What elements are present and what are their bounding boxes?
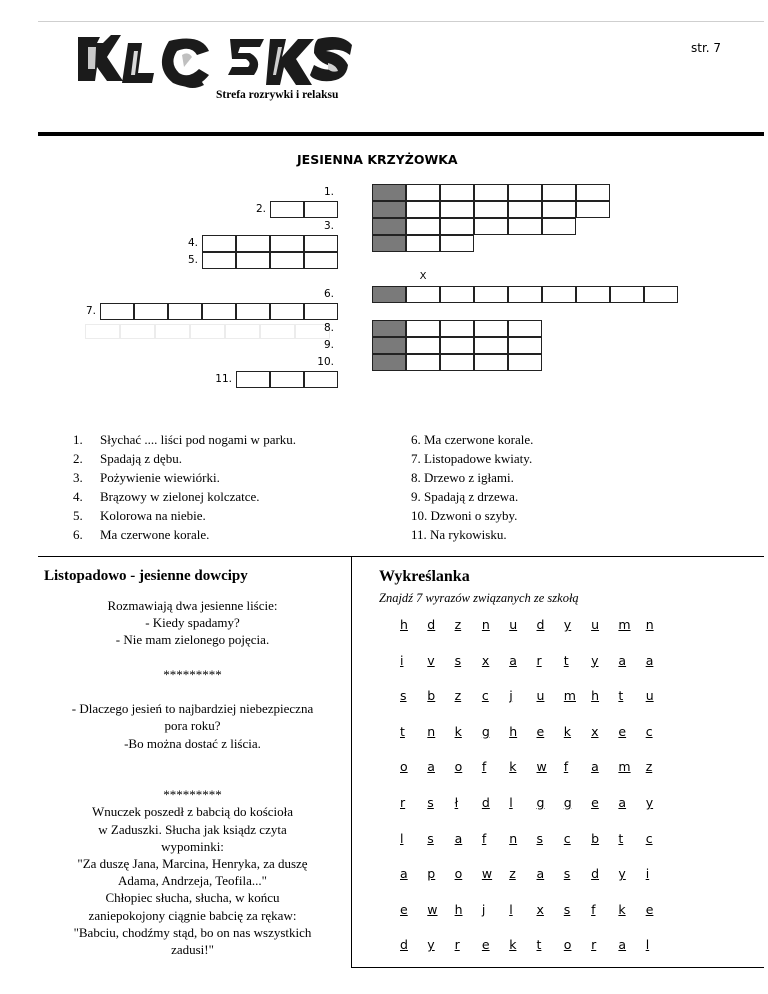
clue-number: 4. — [187, 237, 198, 249]
wordsearch-letter[interactable]: a — [400, 866, 408, 882]
crossword-cell — [406, 337, 440, 354]
clue-number: 8. — [323, 322, 334, 334]
crossword-cell — [270, 201, 304, 218]
crossword-cell — [508, 184, 542, 201]
wordsearch-letter[interactable]: x — [591, 723, 599, 739]
wordsearch-letter[interactable]: r — [454, 937, 460, 953]
wordsearch-letter[interactable]: z — [454, 617, 462, 632]
crossword-cell — [474, 286, 508, 303]
wordsearch-letter[interactable]: o — [454, 866, 463, 882]
wordsearch-letter[interactable]: b — [427, 688, 436, 704]
wordsearch-letter[interactable]: j — [509, 688, 513, 704]
crossword-cell — [542, 218, 576, 235]
wordsearch-letter[interactable]: r — [591, 937, 597, 953]
crossword-cell — [100, 303, 134, 320]
crossword-cell — [202, 235, 236, 252]
wordsearch-letter[interactable]: f — [563, 759, 569, 775]
clue-item: 11. Na rykowisku. — [411, 527, 507, 542]
wordsearch-letter[interactable]: t — [536, 937, 542, 953]
crossword-cell — [440, 218, 474, 235]
clues-right — [411, 430, 533, 544]
crossword-cell — [440, 320, 474, 337]
wordsearch-letter[interactable]: e — [591, 795, 599, 810]
wordsearch-letter[interactable]: l — [509, 795, 513, 810]
clue-number: 10. — [317, 356, 334, 368]
column-divider — [351, 556, 352, 968]
crossword-cell — [168, 303, 202, 320]
crossword-cell — [304, 371, 338, 388]
header-rule — [38, 132, 764, 136]
marker-cell: X — [406, 269, 440, 286]
wordsearch-letter[interactable]: g — [536, 795, 545, 810]
wordsearch-letter[interactable]: j — [481, 901, 486, 917]
jokes-body — [38, 597, 347, 958]
wordsearch-letter[interactable]: g — [481, 723, 490, 739]
wordsearch-letter[interactable]: z — [645, 759, 653, 775]
key-cell — [372, 201, 406, 218]
clue-number: 5. — [187, 254, 198, 266]
wordsearch-letter[interactable]: a — [509, 652, 517, 668]
wordsearch-letter[interactable]: w — [536, 759, 547, 775]
clue-number: 6. — [323, 288, 334, 300]
crossword-cell — [270, 252, 304, 269]
wordsearch-letter[interactable]: u — [509, 617, 518, 632]
clue-item: 6. Ma czerwone korale. — [411, 432, 534, 447]
wordsearch-letter[interactable]: k — [509, 759, 517, 775]
crossword-cell — [236, 371, 270, 388]
crossword-cell — [406, 218, 440, 235]
crossword-cell — [576, 201, 610, 218]
crossword-cell — [508, 337, 542, 354]
joke-line: zadusi!" — [171, 942, 214, 958]
clue-item: 4. Brązowy w zielonej kolczatce. — [73, 489, 260, 504]
joke-line — [38, 752, 347, 769]
joke-line: pora roku? — [164, 718, 221, 734]
clue-number: 3. — [323, 220, 334, 232]
joke-line: Wnuczek poszedł z babcią do kościoła — [91, 804, 294, 820]
wordsearch-letter[interactable]: a — [645, 652, 654, 668]
wordsearch-letter[interactable]: c — [645, 723, 653, 739]
wordsearch-letter[interactable]: ł — [454, 795, 459, 810]
wordsearch-letter[interactable]: n — [481, 617, 490, 632]
joke-line: zaniepokojony ciągnie babcię za rękaw: — [88, 907, 297, 923]
wordsearch-letter[interactable]: y — [591, 652, 599, 668]
crossword-cell — [134, 303, 168, 320]
clue-item: 9. Spadają z drzewa. — [411, 489, 519, 504]
crossword-cell — [304, 235, 338, 252]
joke-line: w Zaduszki. Słucha jak ksiądz czyta — [98, 821, 287, 837]
joke-line: Rozmawiają dwa jesienne liście: — [107, 598, 278, 613]
wordsearch-letter[interactable]: y — [427, 937, 435, 953]
joke-separator: ********* — [163, 787, 222, 803]
crossword-cell — [236, 252, 270, 269]
wordsearch-letter[interactable]: e — [536, 723, 545, 739]
wordsearch-letter[interactable]: m — [563, 688, 576, 704]
wordsearch-letter[interactable]: y — [645, 795, 654, 810]
clue-number: 7. — [85, 305, 96, 317]
wordsearch-letter[interactable]: m — [618, 759, 631, 775]
clue-item: 6. Ma czerwone korale. — [73, 527, 210, 542]
clue-item: 10. Dzwoni o szyby. — [411, 508, 518, 523]
section-divider — [38, 556, 764, 557]
wordsearch-letter[interactable]: d — [591, 866, 600, 882]
joke-line: "Babciu, chodźmy stąd, bo on nas wszystkich — [73, 924, 312, 940]
crossword-cell — [236, 235, 270, 252]
wordsearch-letter[interactable]: s — [536, 830, 544, 846]
crossword-cell — [440, 286, 474, 303]
wordsearch-letter[interactable]: o — [454, 759, 463, 775]
crossword-cell — [270, 303, 304, 320]
wordsearch-letter[interactable]: s — [427, 795, 434, 810]
crossword-cell — [406, 354, 440, 371]
clue-number: 2. — [255, 203, 266, 215]
wordsearch-letter[interactable]: f — [591, 901, 596, 917]
wordsearch-letter[interactable]: c — [563, 830, 571, 846]
crossword-cell — [440, 337, 474, 354]
wordsearch-letter[interactable]: l — [645, 937, 650, 953]
crossword-cell — [440, 354, 474, 371]
crossword-cell — [440, 184, 474, 201]
wordsearch-letter[interactable]: i — [645, 866, 650, 882]
crossword-cell — [304, 252, 338, 269]
crossword-cell — [406, 286, 440, 303]
wordsearch-letter[interactable]: k — [563, 723, 572, 739]
clue-number: 9. — [323, 339, 334, 351]
wordsearch-letter[interactable]: s — [400, 688, 407, 704]
crossword-cell — [406, 201, 440, 218]
wordsearch-letter[interactable]: a — [618, 652, 627, 668]
jokes-title: Listopadowo - jesienne dowcipy — [44, 568, 248, 584]
crossword-cell — [474, 184, 508, 201]
clue-number: 1. — [323, 186, 334, 198]
wordsearch-letter[interactable]: s — [427, 830, 434, 846]
wordsearch-letter[interactable]: o — [400, 759, 408, 775]
crossword-cell — [474, 201, 508, 218]
key-cell — [372, 184, 406, 201]
joke-line: - Dlaczego jesień to najbardziej niebezpieczna — [71, 701, 314, 717]
clue-item: 2. Spadają z dębu. — [73, 451, 182, 466]
crossword-cell — [406, 235, 440, 252]
wordsearch-letter[interactable]: f — [481, 759, 487, 775]
joke-line: Adama, Andrzeja, Teofila..." — [118, 873, 267, 889]
crossword-cell — [236, 303, 270, 320]
wordsearch-letter[interactable]: a — [618, 795, 627, 810]
crossword-cell — [508, 201, 542, 218]
wordsearch-letter[interactable]: d — [536, 617, 545, 632]
wordsearch-letter[interactable]: a — [454, 830, 463, 846]
joke-line: -Bo można dostać z liścia. — [124, 735, 261, 751]
crossword-cell — [406, 184, 440, 201]
wordsearch-letter[interactable]: n — [509, 830, 518, 846]
crossword-cell — [270, 235, 304, 252]
wordsearch-letter[interactable]: a — [591, 759, 599, 775]
wordsearch-letter[interactable]: d — [427, 617, 436, 632]
wordsearch-letter[interactable]: l — [400, 830, 404, 846]
wordsearch-letter[interactable]: i — [400, 652, 404, 668]
wordsearch-letter[interactable]: n — [645, 617, 654, 632]
wordsearch-letter[interactable]: y — [618, 866, 626, 882]
key-cell — [372, 218, 406, 235]
wordsearch-letter[interactable]: e — [618, 723, 627, 739]
wordsearch-letter[interactable]: e — [481, 937, 490, 953]
crossword-cell — [440, 235, 474, 252]
wordsearch-subtitle: Znajdź 7 wyrazów związanych ze szkołą — [379, 591, 579, 605]
wordsearch-letter[interactable]: c — [481, 688, 489, 704]
wordsearch-letter[interactable]: o — [563, 937, 572, 953]
wordsearch-letter[interactable]: s — [563, 901, 571, 917]
wordsearch-letter[interactable]: a — [427, 759, 435, 775]
crossword-cell — [508, 320, 542, 337]
key-cell — [372, 337, 406, 354]
key-cell — [372, 354, 406, 371]
clue-item: 7. Listopadowe kwiaty. — [411, 451, 533, 466]
wordsearch-letter[interactable]: u — [591, 617, 600, 632]
clue-number: 11. — [215, 373, 232, 385]
wordsearch-letter[interactable]: e — [400, 901, 408, 917]
clue-item: 1. Słychać .... liści pod nogami w parku. — [73, 432, 297, 447]
wordsearch-letter[interactable]: k — [618, 901, 626, 917]
tagline: Strefa rozrywki i relaksu — [216, 89, 339, 101]
wordsearch-letter[interactable]: z — [509, 866, 516, 882]
bottom-divider — [351, 967, 764, 968]
crossword-cell — [508, 354, 542, 371]
wordsearch-letter[interactable]: h — [591, 688, 600, 704]
klecks-logo — [70, 33, 360, 88]
crossword-cell — [474, 218, 508, 235]
wordsearch-letter[interactable]: d — [481, 795, 490, 810]
wordsearch-letter[interactable]: d — [400, 937, 408, 953]
wordsearch-letter[interactable]: f — [481, 830, 487, 846]
wordsearch-letter[interactable]: b — [591, 830, 600, 846]
clue-item: 8. Drzewo z igłami. — [411, 470, 514, 485]
wordsearch-letter[interactable]: s — [454, 652, 462, 668]
wordsearch-letter[interactable]: h — [509, 723, 518, 739]
wordsearch-letter[interactable]: h — [454, 901, 463, 917]
key-cell — [372, 235, 406, 252]
wordsearch-letter[interactable]: m — [618, 617, 631, 632]
joke-line: - Nie mam zielonego pojęcia. — [115, 632, 270, 648]
clue-item: 5. Kolorowa na niebie. — [73, 508, 206, 523]
key-cell — [372, 286, 406, 303]
crossword-cell — [304, 303, 338, 320]
crossword-cell — [202, 252, 236, 269]
wordsearch-letter[interactable]: t — [618, 830, 624, 846]
crossword-cell — [542, 184, 576, 201]
crossword-cell — [542, 201, 576, 218]
wordsearch-letter[interactable]: g — [563, 795, 572, 810]
crossword-cell — [474, 320, 508, 337]
joke-line — [38, 649, 347, 666]
wordsearch-letter[interactable]: a — [536, 866, 545, 882]
crossword-cell — [440, 201, 474, 218]
crossword-cell — [644, 286, 678, 303]
clue-item: 3. Pożywienie wiewiórki. — [73, 470, 220, 485]
crossword-cell — [270, 371, 304, 388]
wordsearch-letter[interactable]: r — [536, 652, 542, 668]
wordsearch-letter[interactable]: a — [618, 937, 627, 953]
wordsearch-letter[interactable]: t — [618, 688, 624, 704]
joke-line: - Kiedy spadamy? — [145, 615, 240, 631]
wordsearch-letter[interactable]: x — [481, 652, 490, 668]
wordsearch-letter[interactable]: e — [645, 901, 654, 917]
key-cell — [372, 320, 406, 337]
wordsearch-letter[interactable]: v — [427, 652, 435, 668]
wordsearch-letter[interactable]: t — [563, 652, 569, 668]
wordsearch-letter[interactable]: u — [645, 688, 654, 704]
clues-left — [73, 430, 297, 544]
joke-line — [38, 683, 347, 700]
crossword-cell — [576, 286, 610, 303]
crossword-cell — [304, 201, 338, 218]
wordsearch-letter[interactable]: t — [400, 723, 405, 739]
crossword-cell — [576, 184, 610, 201]
wordsearch-letter[interactable]: k — [509, 937, 517, 953]
joke-separator: ********* — [163, 666, 222, 682]
joke-line: "Za duszę Jana, Marcina, Henryka, za duszę — [77, 856, 308, 872]
top-divider — [38, 21, 764, 22]
wordsearch-letter[interactable]: w — [481, 866, 493, 882]
wordsearch-letter[interactable]: s — [563, 866, 571, 882]
page-number: str. 7 — [691, 41, 722, 55]
wordsearch-letter[interactable]: l — [509, 901, 513, 917]
wordsearch-letter[interactable]: w — [427, 901, 438, 917]
wordsearch-letter[interactable]: k — [454, 723, 462, 739]
wordsearch-letter[interactable]: z — [454, 688, 462, 704]
wordsearch-letter[interactable]: u — [536, 688, 545, 704]
crossword-cell — [202, 303, 236, 320]
wordsearch-letter[interactable]: h — [400, 617, 408, 632]
crossword-cell — [508, 286, 542, 303]
crossword-cell — [406, 320, 440, 337]
wordsearch-title: Wykreślanka — [379, 568, 470, 585]
joke-line: Chłopiec słucha, słucha, w końcu — [105, 890, 280, 906]
crossword-cell — [508, 218, 542, 235]
wordsearch-letter[interactable]: r — [400, 795, 406, 810]
wordsearch-letter[interactable]: c — [645, 830, 653, 846]
crossword-cell — [474, 354, 508, 371]
joke-line — [38, 769, 347, 786]
crossword-title: JESIENNA KRZYŻOWKA — [297, 152, 458, 167]
joke-line: wypominki: — [161, 838, 224, 854]
wordsearch-letter[interactable]: y — [563, 617, 572, 632]
crossword-cell — [542, 286, 576, 303]
wordsearch-letter[interactable]: p — [427, 866, 436, 882]
wordsearch-letter[interactable]: x — [536, 901, 544, 917]
wordsearch-letter[interactable]: n — [427, 723, 436, 739]
crossword-cell — [610, 286, 644, 303]
crossword-cell — [474, 337, 508, 354]
